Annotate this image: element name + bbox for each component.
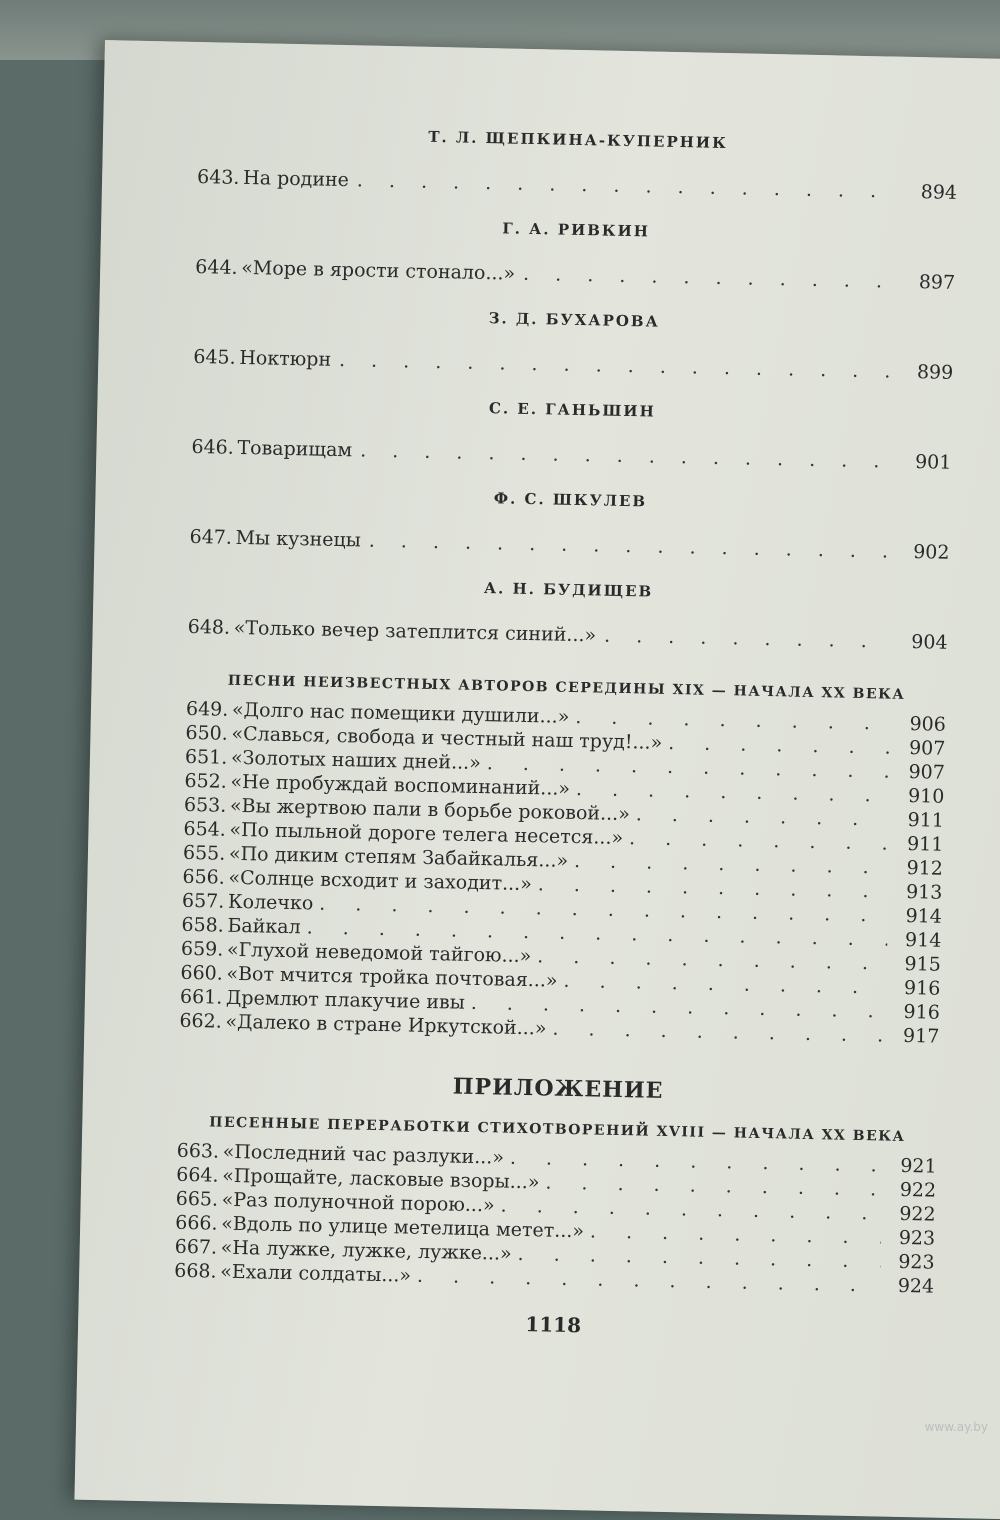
entry-title: «Ехали солдаты...» xyxy=(220,1260,412,1287)
entry-title: Ноктюрн xyxy=(239,346,332,371)
entry-number: 649. xyxy=(185,697,229,721)
entry-title: «Только вечер затеплится синий...» xyxy=(233,616,597,647)
entry-page: 904 xyxy=(911,631,948,654)
entry-title: «Долго нас помещики душили...» xyxy=(231,698,570,728)
entry-title: «Далеко в стране Иркутской...» xyxy=(225,1010,547,1040)
entry-page: 914 xyxy=(905,904,943,928)
entry-number: 651. xyxy=(184,745,228,769)
entry-title: Дремлют плакучие ивы xyxy=(225,986,466,1014)
entry-number: 652. xyxy=(184,769,228,793)
appendix-title: ПРИЛОЖЕНИЕ xyxy=(452,1073,664,1104)
entry-number: 648. xyxy=(187,615,231,639)
author-section xyxy=(197,117,959,223)
entry-number: 666. xyxy=(175,1211,218,1235)
entry-title: Товарищам xyxy=(237,436,353,462)
entry-number: 650. xyxy=(185,721,229,745)
author-section xyxy=(195,207,957,313)
entry-page: 922 xyxy=(899,1202,936,1226)
author-name: Т. Л. ЩЕПКИНА-КУПЕРНИК xyxy=(428,127,728,153)
entry-page: 910 xyxy=(907,784,945,808)
entry-title: «Прощайте, ласковые взоры...» xyxy=(222,1164,540,1194)
entry-title: «Глухой неведомой тайгою...» xyxy=(226,938,532,968)
entry-title: «По диким степям Забайкалья...» xyxy=(228,842,569,872)
author-name: Ф. С. ШКУЛЕВ xyxy=(493,489,648,511)
entry-page: 906 xyxy=(909,713,947,736)
entry-page: 923 xyxy=(898,1226,936,1250)
entry-title: «Море в ярости стонало...» xyxy=(241,256,516,285)
entry-number: 655. xyxy=(182,841,226,865)
author-name: А. Н. БУДИЩЕВ xyxy=(483,579,654,601)
entry-title: «Солнце всходит и заходит...» xyxy=(228,866,533,896)
entry-title: «По пыльной дороге телега несется...» xyxy=(229,818,624,850)
entry-page: 923 xyxy=(898,1250,935,1274)
entry-page: 907 xyxy=(908,736,946,760)
leader-dots xyxy=(360,420,896,491)
entry-number: 667. xyxy=(174,1235,218,1259)
watermark: www.ay.by xyxy=(924,1420,988,1434)
entry-number: 656. xyxy=(182,865,226,889)
entry-title: «Вот мчится тройка почтовая...» xyxy=(226,962,558,992)
entry-page: 911 xyxy=(907,808,945,832)
leader-dots xyxy=(604,606,893,672)
entry-page: 922 xyxy=(899,1178,937,1202)
entry-title: Колечко xyxy=(227,890,314,915)
entry-number: 659. xyxy=(180,937,224,961)
entry-title: «Последний час разлуки...» xyxy=(222,1140,505,1169)
entry-page: 916 xyxy=(903,1000,941,1024)
entry-title: На родине xyxy=(242,166,350,192)
entry-number: 663. xyxy=(176,1139,220,1163)
entry-page: 902 xyxy=(912,541,950,564)
entry-number: 668. xyxy=(174,1259,217,1283)
leader-dots xyxy=(523,244,900,312)
entry-title: «Вдоль по улице метелица метет...» xyxy=(221,1212,585,1243)
entry-page: 911 xyxy=(906,832,944,856)
author-name: С. Е. ГАНЬШИН xyxy=(488,399,656,421)
entry-title: Мы кузнецы xyxy=(235,526,362,552)
entry-page: 897 xyxy=(918,271,956,294)
entry-number: 665. xyxy=(175,1187,219,1211)
entry-number: 658. xyxy=(181,913,225,937)
entry-page: 914 xyxy=(904,928,942,952)
appendix-heading: ПЕСЕННЫЕ ПЕРЕРАБОТКИ СТИХОТВОРЕНИЙ XVIII — НАЧАЛА XX ВЕКА xyxy=(209,1114,906,1146)
leader-dots xyxy=(368,511,894,582)
entry-page: 894 xyxy=(920,181,958,204)
entry-title: «Вы жертвою пали в борьбе роковой...» xyxy=(229,794,631,826)
entry-title: «Раз полуночной порою...» xyxy=(221,1188,495,1217)
entry-page: 907 xyxy=(908,760,946,784)
entry-page: 917 xyxy=(902,1024,940,1048)
entry-title: «На лужке, лужке, лужке...» xyxy=(220,1236,512,1265)
appendix-list xyxy=(174,1139,937,1299)
entry-number: 643. xyxy=(196,165,240,189)
entry-number: 661. xyxy=(179,985,223,1009)
entry-number: 647. xyxy=(189,525,233,549)
entry-number: 644. xyxy=(195,255,238,279)
author-name: З. Д. БУХАРОВА xyxy=(488,309,660,331)
entry-title: «Не пробуждай воспоминаний...» xyxy=(230,770,571,800)
entry-number: 664. xyxy=(176,1163,219,1187)
entry-page: 901 xyxy=(914,451,952,474)
entry-page: 921 xyxy=(900,1154,937,1178)
author-section xyxy=(191,387,953,493)
author-section xyxy=(193,297,955,403)
toc-content xyxy=(173,117,958,1345)
author-section xyxy=(187,567,949,673)
entry-page: 913 xyxy=(905,880,943,904)
entry-title: «Золотых наших дней...» xyxy=(230,746,482,775)
leader-dots xyxy=(338,330,897,402)
leader-dots xyxy=(356,150,901,221)
entry-number: 646. xyxy=(191,435,235,459)
entry-title: Байкал xyxy=(227,914,301,939)
page-number: 1118 xyxy=(525,1312,582,1338)
unknown-authors-list xyxy=(179,697,946,1049)
entry-number: 654. xyxy=(183,817,227,841)
entry-number: 657. xyxy=(181,889,225,913)
entry-page: 916 xyxy=(903,976,941,1000)
book-page xyxy=(74,40,1000,1520)
entry-title: «Славься, свобода и честный наш труд!...» xyxy=(231,722,663,754)
entry-page: 899 xyxy=(916,361,954,384)
entry-page: 915 xyxy=(904,952,942,976)
author-name: Г. А. РИВКИН xyxy=(502,219,651,241)
author-sections xyxy=(187,117,958,673)
entry-number: 662. xyxy=(179,1009,223,1033)
entry-number: 645. xyxy=(193,345,236,369)
entry-number: 653. xyxy=(183,793,227,817)
entry-number: 660. xyxy=(180,961,224,985)
entry-page: 924 xyxy=(897,1274,935,1298)
author-section xyxy=(189,477,951,583)
unknown-authors-heading: ПЕСНИ НЕИЗВЕСТНЫХ АВТОРОВ СЕРЕДИНЫ XIX — НАЧАЛА XX ВЕКА xyxy=(227,672,906,703)
entry-page: 912 xyxy=(906,856,944,880)
